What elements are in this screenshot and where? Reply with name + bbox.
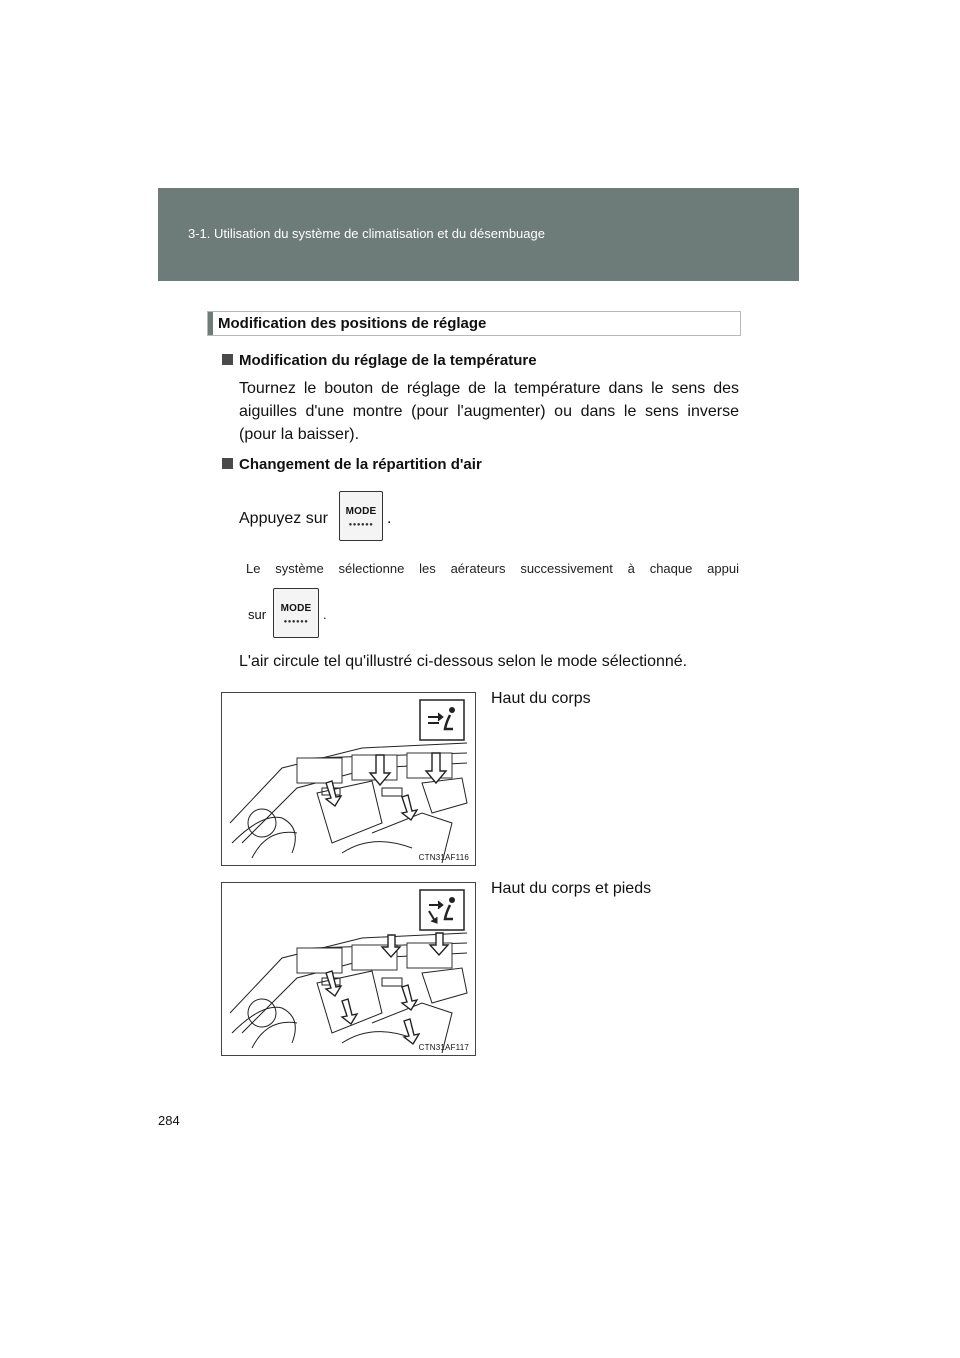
- mode-button-indicator: ●●●●●●: [348, 522, 374, 528]
- figure-caption-upper-body-feet: Haut du corps et pieds: [491, 880, 652, 897]
- press-instruction-period: .: [387, 510, 392, 527]
- subheading-temperature-text: Modification du réglage de la température: [239, 352, 537, 369]
- subheading-distribution: [222, 456, 482, 473]
- temperature-line-3: (pour la baisser).: [239, 426, 360, 443]
- section-accent: [208, 312, 213, 335]
- airflow-intro: L'air circule tel qu'illustré ci-dessous selon le mode sélectionné.: [239, 653, 688, 670]
- mode-note-period: .: [323, 607, 327, 622]
- temperature-line-2: aiguilles d'une montre (pour l'augmenter) ou dans le sens inverse: [239, 403, 739, 420]
- chapter-header: [158, 188, 799, 281]
- mode-button-small: [273, 588, 319, 638]
- subheading-temperature: [222, 352, 537, 369]
- mode-note-prefix: sur: [248, 607, 267, 622]
- mode-button-label: MODE: [280, 603, 312, 614]
- figure-code: CTN31AF116: [418, 853, 469, 862]
- section-title: Modification des positions de réglage: [218, 315, 487, 332]
- subheading-distribution-text: Changement de la répartition d'air: [239, 456, 482, 473]
- face-vent-icon: [419, 699, 465, 741]
- page-number: 284: [158, 1113, 180, 1128]
- section-heading: [207, 311, 741, 336]
- figure-upper-body: [221, 692, 476, 866]
- press-instruction: Appuyez sur: [239, 510, 328, 527]
- mode-button-label: MODE: [345, 506, 377, 517]
- face-feet-vent-icon: [419, 889, 465, 931]
- chapter-title: 3-1. Utilisation du système de climatisation et du désembuage: [188, 226, 545, 241]
- temperature-paragraph: [239, 377, 739, 446]
- figure-caption-upper-body: Haut du corps: [491, 690, 591, 707]
- figure-upper-body-feet: [221, 882, 476, 1056]
- mode-button-indicator: ●●●●●●: [283, 619, 309, 625]
- temperature-line-1: Tournez le bouton de réglage de la température dans le sens des: [239, 380, 739, 397]
- figure-code: CTN31AF117: [418, 1043, 469, 1052]
- mode-note-line-1: Le système sélectionne les aérateurs successivement à chaque appui: [246, 561, 739, 576]
- mode-button: [339, 491, 383, 541]
- bullet-square-icon: [222, 458, 233, 469]
- bullet-square-icon: [222, 354, 233, 365]
